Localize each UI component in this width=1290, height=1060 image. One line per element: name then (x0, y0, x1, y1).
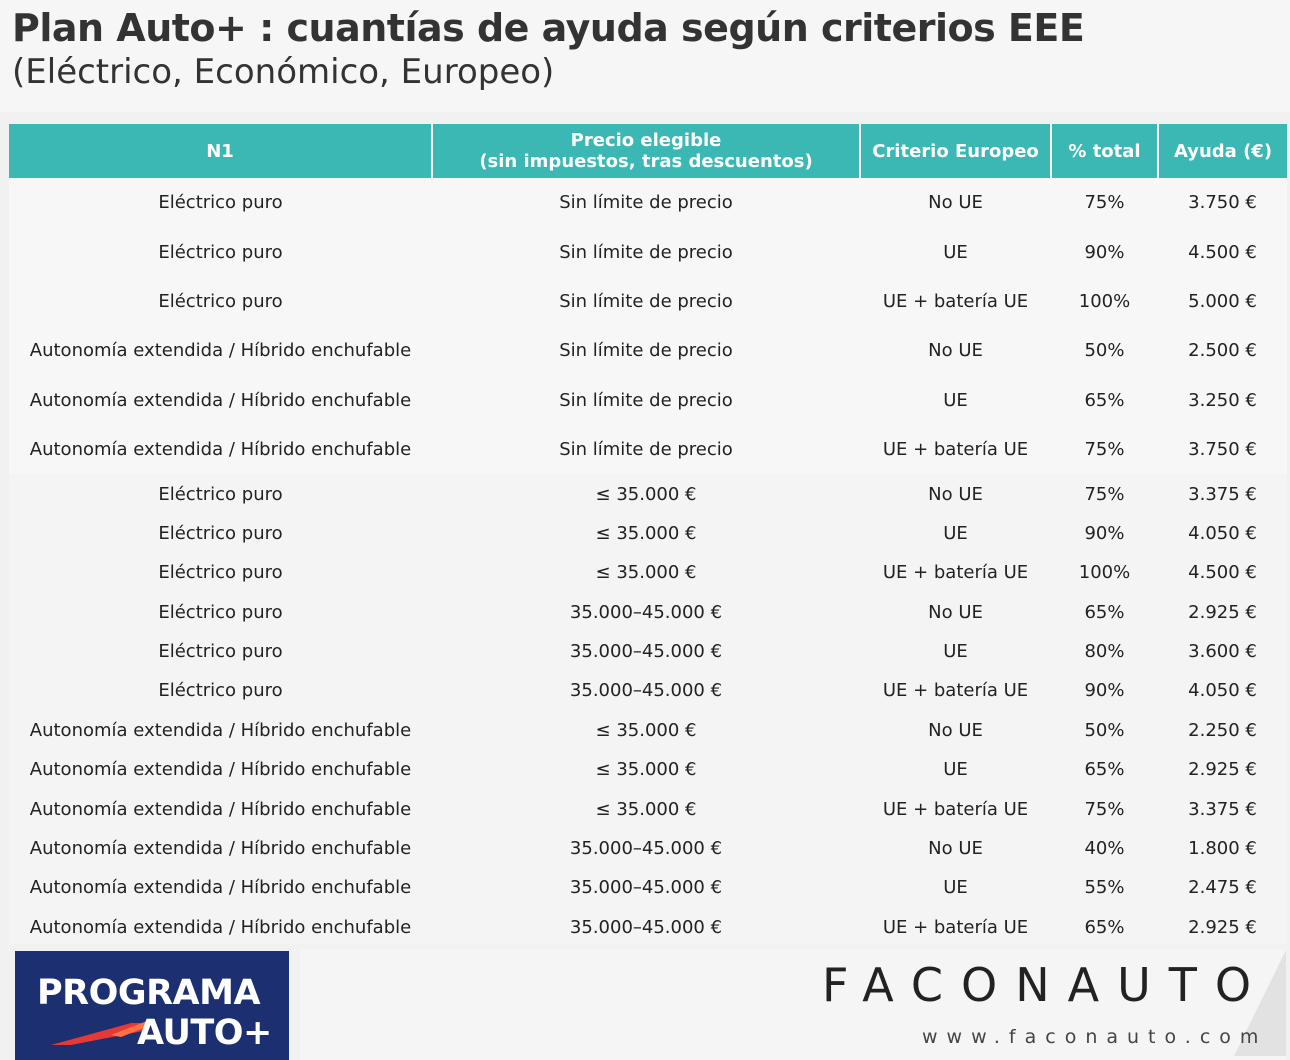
cell-criterio: No UE (860, 829, 1051, 868)
cell-criterio: No UE (860, 711, 1051, 750)
table-row (9, 750, 1287, 789)
table-row (9, 711, 1287, 750)
cell-n1: Autonomía extendida / Híbrido enchufable (9, 908, 432, 947)
cell-ayuda: 2.925 € (1158, 908, 1287, 947)
cell-precio: Sin límite de precio (432, 425, 860, 474)
cell-ayuda: 4.050 € (1158, 671, 1287, 710)
cell-n1: Autonomía extendida / Híbrido enchufable (9, 711, 432, 750)
column-header-precio (432, 124, 860, 178)
table-row (9, 829, 1287, 868)
aid-table (9, 124, 1287, 947)
cell-precio: ≤ 35.000 € (432, 750, 860, 789)
cell-pct: 40% (1051, 829, 1158, 868)
cell-n1: Autonomía extendida / Híbrido enchufable (9, 376, 432, 425)
cell-criterio: UE (860, 376, 1051, 425)
cell-ayuda: 2.500 € (1158, 326, 1287, 375)
cell-pct: 90% (1051, 671, 1158, 710)
cell-pct: 75% (1051, 425, 1158, 474)
cell-criterio: UE (860, 227, 1051, 276)
cell-pct: 55% (1051, 868, 1158, 907)
cell-n1: Eléctrico puro (9, 632, 432, 671)
cell-pct: 65% (1051, 376, 1158, 425)
column-header-precio-line2: (sin impuestos, tras descuentos) (479, 151, 813, 172)
cell-precio: 35.000–45.000 € (432, 593, 860, 632)
cell-ayuda: 3.250 € (1158, 376, 1287, 425)
cell-ayuda: 3.600 € (1158, 632, 1287, 671)
aid-table-grid (9, 124, 1287, 947)
cell-precio: Sin límite de precio (432, 326, 860, 375)
table-row (9, 277, 1287, 326)
cell-ayuda: 4.050 € (1158, 514, 1287, 553)
table-row (9, 868, 1287, 907)
cell-ayuda: 2.250 € (1158, 711, 1287, 750)
cell-pct: 90% (1051, 227, 1158, 276)
cell-pct: 65% (1051, 908, 1158, 947)
cell-pct: 65% (1051, 750, 1158, 789)
cell-pct: 75% (1051, 474, 1158, 513)
cell-n1: Autonomía extendida / Híbrido enchufable (9, 829, 432, 868)
cell-n1: Eléctrico puro (9, 514, 432, 553)
cell-precio: ≤ 35.000 € (432, 553, 860, 592)
cell-pct: 100% (1051, 277, 1158, 326)
cell-pct: 65% (1051, 593, 1158, 632)
table-row (9, 178, 1287, 227)
cell-pct: 100% (1051, 553, 1158, 592)
footer (0, 944, 1290, 1060)
page-subtitle: (Eléctrico, Económico, Europeo) (12, 52, 555, 92)
programa-auto-logo (15, 951, 289, 1060)
cell-criterio: UE + batería UE (860, 671, 1051, 710)
cell-precio: Sin límite de precio (432, 277, 860, 326)
cell-ayuda: 1.800 € (1158, 829, 1287, 868)
cell-ayuda: 2.925 € (1158, 593, 1287, 632)
programa-logo-line1: PROGRAMA (37, 973, 261, 1013)
table-header-row (9, 124, 1287, 178)
cell-n1: Autonomía extendida / Híbrido enchufable (9, 326, 432, 375)
cell-ayuda: 4.500 € (1158, 227, 1287, 276)
cell-n1: Eléctrico puro (9, 593, 432, 632)
cell-precio: ≤ 35.000 € (432, 789, 860, 828)
cell-pct: 50% (1051, 711, 1158, 750)
cell-n1: Eléctrico puro (9, 178, 432, 227)
table-row (9, 227, 1287, 276)
table-row (9, 908, 1287, 947)
cell-criterio: UE + batería UE (860, 908, 1051, 947)
cell-ayuda: 3.750 € (1158, 178, 1287, 227)
cell-pct: 80% (1051, 632, 1158, 671)
cell-criterio: UE (860, 514, 1051, 553)
cell-criterio: UE + batería UE (860, 553, 1051, 592)
cell-n1: Eléctrico puro (9, 553, 432, 592)
table-row (9, 376, 1287, 425)
cell-precio: ≤ 35.000 € (432, 474, 860, 513)
page-header (0, 0, 1290, 112)
faconauto-logo: FACONAUTO (822, 958, 1270, 1012)
cell-criterio: UE + batería UE (860, 789, 1051, 828)
column-header-criterio: Criterio Europeo (860, 124, 1051, 178)
page-title: Plan Auto+ : cuantías de ayuda según criterios EEE (12, 6, 1085, 50)
cell-ayuda: 3.750 € (1158, 425, 1287, 474)
cell-precio: ≤ 35.000 € (432, 711, 860, 750)
cell-pct: 75% (1051, 789, 1158, 828)
cell-n1: Eléctrico puro (9, 671, 432, 710)
cell-precio: Sin límite de precio (432, 178, 860, 227)
cell-n1: Eléctrico puro (9, 277, 432, 326)
cell-precio: 35.000–45.000 € (432, 868, 860, 907)
table-row (9, 632, 1287, 671)
cell-n1: Eléctrico puro (9, 474, 432, 513)
cell-ayuda: 4.500 € (1158, 553, 1287, 592)
table-body (9, 178, 1287, 947)
cell-precio: 35.000–45.000 € (432, 632, 860, 671)
cell-ayuda: 3.375 € (1158, 789, 1287, 828)
cell-n1: Autonomía extendida / Híbrido enchufable (9, 868, 432, 907)
column-header-ayuda: Ayuda (€) (1158, 124, 1287, 178)
table-row (9, 671, 1287, 710)
cell-pct: 50% (1051, 326, 1158, 375)
column-header-pct: % total (1051, 124, 1158, 178)
cell-ayuda: 5.000 € (1158, 277, 1287, 326)
column-header-precio-line1: Precio elegible (570, 130, 722, 151)
cell-pct: 75% (1051, 178, 1158, 227)
cell-precio: ≤ 35.000 € (432, 514, 860, 553)
cell-criterio: No UE (860, 474, 1051, 513)
cell-precio: 35.000–45.000 € (432, 908, 860, 947)
cell-criterio: UE + batería UE (860, 277, 1051, 326)
table-row (9, 326, 1287, 375)
cell-criterio: UE (860, 868, 1051, 907)
table-row (9, 474, 1287, 513)
table-row (9, 593, 1287, 632)
cell-pct: 90% (1051, 514, 1158, 553)
table-row (9, 553, 1287, 592)
cell-criterio: No UE (860, 326, 1051, 375)
cell-criterio: UE (860, 750, 1051, 789)
cell-precio: Sin límite de precio (432, 376, 860, 425)
cell-criterio: UE (860, 632, 1051, 671)
table-row (9, 425, 1287, 474)
cell-n1: Eléctrico puro (9, 227, 432, 276)
cell-precio: Sin límite de precio (432, 227, 860, 276)
cell-ayuda: 3.375 € (1158, 474, 1287, 513)
cell-ayuda: 2.475 € (1158, 868, 1287, 907)
cell-precio: 35.000–45.000 € (432, 829, 860, 868)
cell-n1: Autonomía extendida / Híbrido enchufable (9, 750, 432, 789)
cell-criterio: No UE (860, 178, 1051, 227)
cell-criterio: UE + batería UE (860, 425, 1051, 474)
swoosh-icon (51, 1017, 151, 1047)
cell-n1: Autonomía extendida / Híbrido enchufable (9, 789, 432, 828)
cell-criterio: No UE (860, 593, 1051, 632)
cell-ayuda: 2.925 € (1158, 750, 1287, 789)
faconauto-url: www.faconauto.com (922, 1026, 1268, 1048)
table-row (9, 514, 1287, 553)
column-header-n1: N1 (9, 124, 432, 178)
cell-n1: Autonomía extendida / Híbrido enchufable (9, 425, 432, 474)
programa-logo-line2: AUTO+ (137, 1013, 272, 1053)
table-row (9, 789, 1287, 828)
cell-precio: 35.000–45.000 € (432, 671, 860, 710)
